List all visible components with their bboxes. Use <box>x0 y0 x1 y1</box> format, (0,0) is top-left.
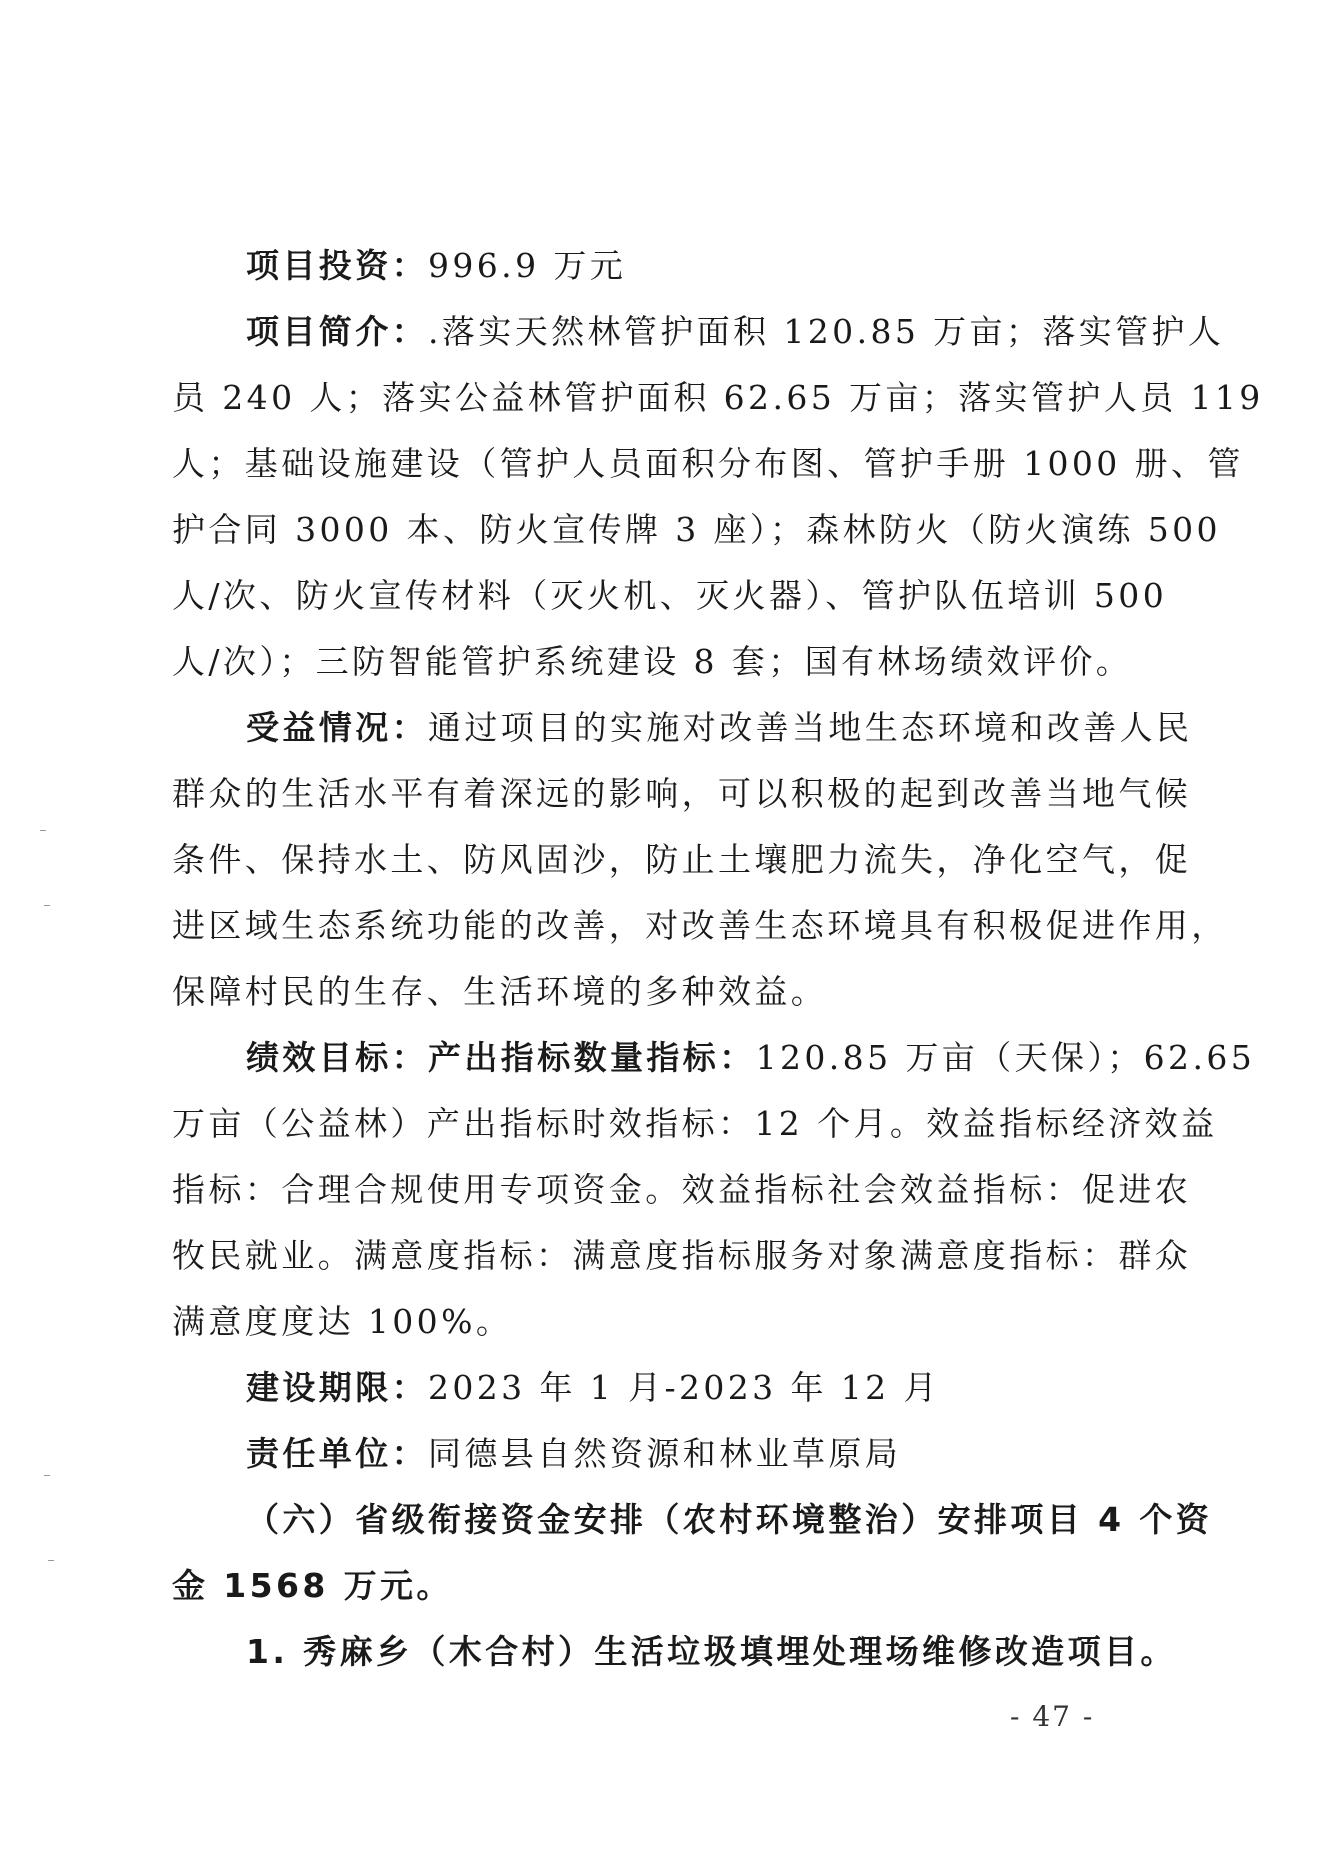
investment-label: 项目投资： <box>246 246 428 285</box>
benefit-line-1 <box>246 708 1192 748</box>
performance-text-1: 120.85 万亩（天保）；62.65 <box>755 1038 1256 1077</box>
responsible-value: 同德县自然资源和林业草原局 <box>428 1434 902 1473</box>
summary-text-1: .落实天然林管护面积 120.85 万亩；落实管护人 <box>428 312 1225 351</box>
benefit-line-5: 保障村民的生存、生活环境的多种效益。 <box>172 972 828 1011</box>
summary-line-5: 人/次、防火宣传材料（灭火机、灭火器）、管护队伍培训 500 <box>172 576 1168 615</box>
summary-line-4: 护合同 3000 本、防火宣传牌 3 座）；森林防火（防火演练 500 <box>172 510 1221 549</box>
section-6-heading-line-2: 金 1568 万元。 <box>172 1566 453 1605</box>
scan-mark <box>40 830 46 831</box>
performance-line-5: 满意度度达 100%。 <box>172 1302 513 1341</box>
performance-line-4: 牧民就业。满意度指标：满意度指标服务对象满意度指标：群众 <box>172 1236 1192 1275</box>
scan-mark <box>48 1560 54 1561</box>
scan-mark <box>44 905 50 906</box>
benefit-line-3: 条件、保持水土、防风固沙，防止土壤肥力流失，净化空气，促 <box>172 840 1192 879</box>
performance-line-2: 万亩（公益林）产出指标时效指标：12 个月。效益指标经济效益 <box>172 1104 1218 1143</box>
item-1-heading: 1. 秀麻乡（木合村）生活垃圾填埋处理场维修改造项目。 <box>246 1632 1177 1671</box>
page-number: - 47 - <box>1010 1700 1095 1733</box>
responsible-label: 责任单位： <box>246 1434 428 1473</box>
summary-line-3: 人；基础设施建设（管护人员面积分布图、管护手册 1000 册、管 <box>172 444 1244 483</box>
benefit-text-1: 通过项目的实施对改善当地生态环境和改善人民 <box>428 708 1193 747</box>
investment-value: 996.9 万元 <box>428 246 627 285</box>
responsible-line <box>246 1434 901 1474</box>
period-label: 建设期限： <box>246 1368 428 1407</box>
summary-line-6: 人/次）；三防智能管护系统建设 8 套；国有林场绩效评价。 <box>172 642 1133 681</box>
section-6-heading-line-1: （六）省级衔接资金安排（农村环境整治）安排项目 4 个资 <box>246 1500 1213 1539</box>
period-line <box>246 1368 940 1408</box>
period-value: 2023 年 1 月-2023 年 12 月 <box>428 1368 940 1407</box>
performance-line-1 <box>246 1038 1255 1078</box>
investment-line <box>246 246 626 286</box>
summary-label: 项目简介： <box>246 312 428 351</box>
performance-line-3: 指标：合理合规使用专项资金。效益指标社会效益指标：促进农 <box>172 1170 1192 1209</box>
summary-line-2: 员 240 人；落实公益林管护面积 62.65 万亩；落实管护人员 119 <box>172 378 1264 417</box>
benefit-label: 受益情况： <box>246 708 428 747</box>
summary-line-1 <box>246 312 1224 352</box>
benefit-line-4: 进区域生态系统功能的改善，对改善生态环境具有积极促进作用， <box>172 906 1228 945</box>
benefit-line-2: 群众的生活水平有着深远的影响，可以积极的起到改善当地气候 <box>172 774 1192 813</box>
scan-mark <box>44 1475 50 1476</box>
performance-label: 绩效目标：产出指标数量指标： <box>246 1038 756 1077</box>
